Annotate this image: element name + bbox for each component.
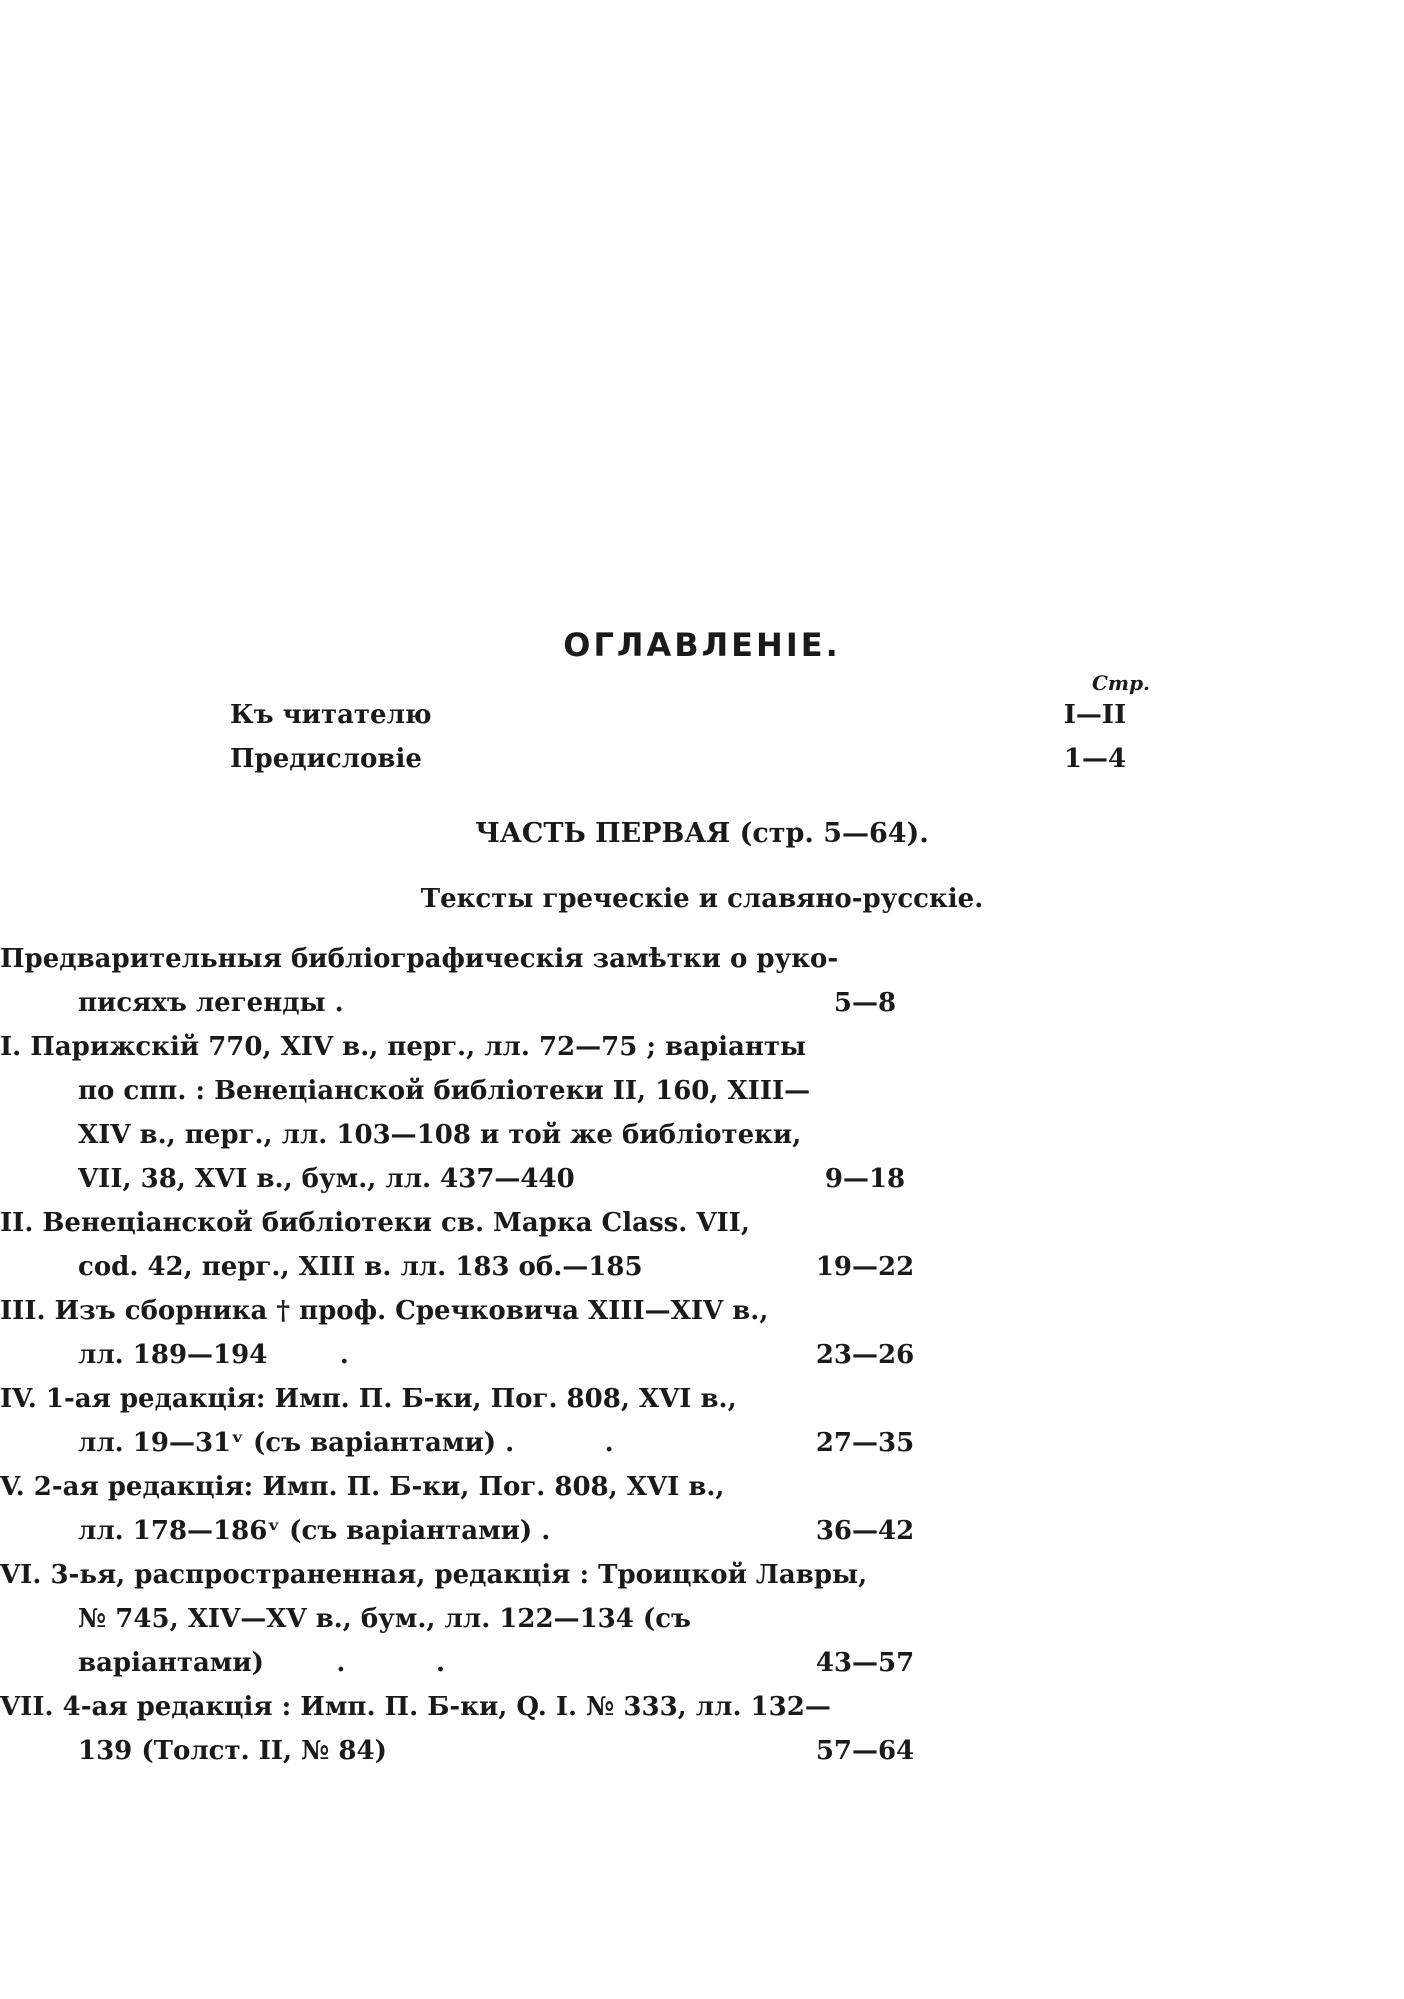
toc-row-label: Предисловіе [230, 744, 422, 774]
toc-entry-line: II. Венеціанской библіотеки св. Марка Class. VII, [0, 1208, 750, 1238]
toc-entry-line: лл. 178—186ᵛ (съ варіантами) . [78, 1516, 551, 1546]
toc-entry-pages: 36—42 [815, 1516, 915, 1546]
toc-entry-line: лл. 189—194 . [78, 1340, 349, 1370]
toc-entry-line: Предварительныя библіографическія замѣтки о руко- [0, 944, 839, 974]
toc-entry-line: I. Парижскій 770, XIV в., перг., лл. 72—75 ; варіанты [0, 1032, 807, 1062]
toc-entry-line: № 745, XIV—XV в., бум., лл. 122—134 (съ [78, 1604, 691, 1634]
toc-entry-line: VI. 3-ья, распространенная, редакція : Троицкой Лавры, [0, 1560, 868, 1590]
page-column-header: Стр. [1091, 671, 1151, 695]
toc-entry-line: V. 2-ая редакція: Имп. П. Б-ки, Пог. 808, XVI в., [0, 1472, 725, 1502]
toc-entry-line: III. Изъ сборника † проф. Сречковича XIII—XIV в., [0, 1296, 769, 1326]
toc-entry-pages: 5—8 [833, 988, 897, 1018]
toc-entry-line: писяхъ легенды . [78, 988, 344, 1018]
toc-entry-pages: 23—26 [815, 1340, 915, 1370]
toc-entry-line: по спп. : Венеціанской библіотеки II, 160, XIII— [78, 1076, 811, 1106]
toc-row-pages: I—II [1063, 700, 1127, 730]
toc-entry-pages: 9—18 [824, 1164, 906, 1194]
part-subheading: Тексты греческіе и славяно-русскіе. [420, 884, 984, 914]
toc-entry-line: cod. 42, перг., XIII в. лл. 183 об.—185 [78, 1252, 643, 1282]
toc-entry-line: IV. 1-ая редакція: Имп. П. Б-ки, Пог. 808, XVI в., [0, 1384, 737, 1414]
toc-row-pages: 1—4 [1063, 744, 1127, 774]
toc-entry-line: лл. 19—31ᵛ (съ варіантами) . . [78, 1428, 614, 1458]
part-heading: ЧАСТЬ ПЕРВАЯ (стр. 5—64). [475, 818, 929, 849]
toc-row-label: Къ читателю [230, 700, 432, 730]
toc-entry-line: VII, 38, XVI в., бум., лл. 437—440 [78, 1164, 575, 1194]
toc-entry-line: 139 (Толст. II, № 84) [78, 1736, 387, 1766]
toc-entry-line: VII. 4-ая редакція : Имп. П. Б-ки, Q. I. № 333, лл. 132— [0, 1692, 831, 1722]
toc-entry-line: варіантами) . . [78, 1648, 446, 1678]
toc-entry-line: XIV в., перг., лл. 103—108 и той же библіотеки, [78, 1120, 802, 1150]
page-title: ОГЛАВЛЕНІЕ. [563, 626, 841, 664]
toc-entry-pages: 27—35 [815, 1428, 915, 1458]
toc-entry-pages: 19—22 [815, 1252, 915, 1282]
toc-entry-pages: 43—57 [815, 1648, 915, 1678]
toc-entry-pages: 57—64 [815, 1736, 915, 1766]
